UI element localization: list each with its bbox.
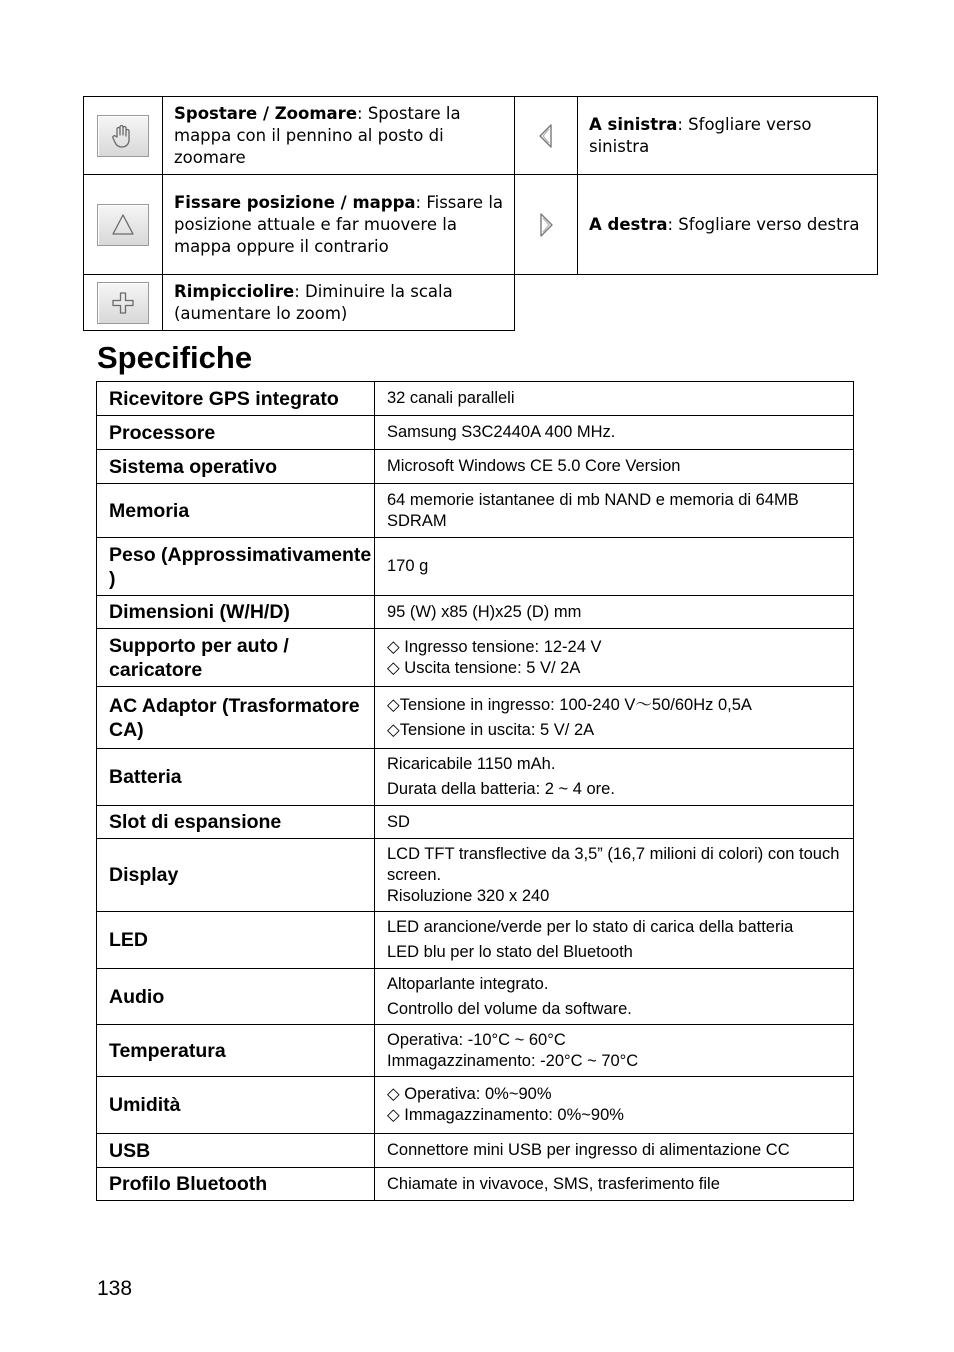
spec-value-line: SD	[387, 812, 410, 831]
spec-value	[375, 839, 854, 912]
icon-text: : Fissare la posizione attuale e far muovere la mappa oppure il contrario	[174, 192, 504, 256]
icon-description	[163, 97, 515, 175]
spec-value-line: Risoluzione 320 x 240	[387, 886, 550, 905]
icon-cell	[84, 275, 163, 331]
spec-value	[375, 629, 854, 687]
spec-value-line: Immagazzinamento: -20°C ~ 70°C	[387, 1051, 639, 1070]
icon-cell	[515, 97, 578, 175]
spec-value-line: Controllo del volume da software.	[387, 999, 632, 1018]
spec-value-line: ◇Tensione in uscita: 5 V/ 2A	[387, 720, 595, 739]
icon-text: : Sfogliare verso destra	[667, 214, 860, 234]
spec-label: Umidità	[97, 1077, 375, 1134]
spec-value-line: Ricaricabile 1150 mAh.	[387, 755, 556, 773]
spec-value-line: 32 canali paralleli	[387, 389, 515, 407]
icon-title: A destra	[589, 214, 668, 234]
spec-label: LED	[97, 912, 375, 969]
spec-value	[375, 596, 854, 629]
spec-label: USB	[97, 1134, 375, 1168]
spec-value-line: LED arancione/verde per lo stato di carica della batteria	[387, 918, 794, 936]
icon-title: A sinistra	[589, 114, 678, 134]
spec-value-line: ◇ Ingresso tensione: 12-24 V	[387, 637, 602, 656]
spec-row	[97, 450, 854, 484]
icon-text: : Spostare la mappa con il pennino al posto di zoomare	[174, 103, 461, 167]
spec-value-line: LCD TFT transflective da 3,5” (16,7 milioni di colori) con touch screen.	[387, 844, 840, 884]
zoom-out-cross-icon	[97, 282, 149, 324]
empty-cell	[515, 275, 878, 331]
spec-row	[97, 749, 854, 806]
icon-table-row	[84, 175, 878, 275]
icon-text: : Sfogliare verso sinistra	[589, 114, 812, 156]
spec-value	[375, 1168, 854, 1201]
spec-value-line: Operativa: -10°C ~ 60°C	[387, 1030, 566, 1049]
icon-title: Fissare posizione / mappa	[174, 192, 416, 212]
icon-description	[578, 175, 878, 275]
spec-value-line: ◇Tensione in ingresso: 100-240 V～50/60Hz 0,5A	[387, 695, 752, 714]
section-title: Specifiche	[97, 340, 253, 375]
spec-row	[97, 629, 854, 687]
spec-value	[375, 1077, 854, 1134]
spec-value	[375, 416, 854, 450]
icon-table-row	[84, 97, 878, 175]
spec-label: Supporto per auto / caricatore	[97, 629, 375, 687]
spec-row	[97, 1077, 854, 1134]
spec-label: Memoria	[97, 484, 375, 538]
spec-value	[375, 749, 854, 806]
spec-label: Slot di espansione	[97, 806, 375, 839]
spec-label: Ricevitore GPS integrato	[97, 382, 375, 416]
spec-row	[97, 538, 854, 596]
spec-row	[97, 912, 854, 969]
spec-value	[375, 538, 854, 596]
toolbar-icons-table	[83, 96, 878, 331]
spec-value	[375, 1025, 854, 1077]
spec-value-line: 95 (W) x85 (H)x25 (D) mm	[387, 602, 582, 621]
spec-value-line: LED blu per lo stato del Bluetooth	[387, 943, 633, 961]
spec-value	[375, 382, 854, 416]
icon-title: Spostare / Zoomare	[174, 103, 358, 123]
arrow-left-icon	[515, 122, 577, 150]
spec-label: Batteria	[97, 749, 375, 806]
spec-value	[375, 1134, 854, 1168]
spec-value-line: Samsung S3C2440A 400 MHz.	[387, 423, 616, 441]
spec-label: AC Adaptor (Trasformatore CA)	[97, 687, 375, 749]
spec-row	[97, 416, 854, 450]
spec-row	[97, 1134, 854, 1168]
icon-description	[163, 175, 515, 275]
spec-row	[97, 1025, 854, 1077]
spec-value	[375, 484, 854, 538]
spec-label: Dimensioni (W/H/D)	[97, 596, 375, 629]
spec-value	[375, 450, 854, 484]
spec-value-line: ◇ Uscita tensione: 5 V/ 2A	[387, 658, 581, 677]
spec-row	[97, 687, 854, 749]
spec-value-line: Altoparlante integrato.	[387, 974, 549, 993]
spec-label: Processore	[97, 416, 375, 450]
spec-row	[97, 806, 854, 839]
spec-label: Temperatura	[97, 1025, 375, 1077]
icon-description	[163, 275, 515, 331]
page-number: 138	[97, 1277, 133, 1300]
spec-label: Display	[97, 839, 375, 912]
spec-value-line: Connettore mini USB per ingresso di alimentazione CC	[387, 1141, 790, 1159]
spec-label: Sistema operativo	[97, 450, 375, 484]
spec-value-line: Chiamate in vivavoce, SMS, trasferimento file	[387, 1174, 720, 1193]
spec-value	[375, 912, 854, 969]
spec-value-line: ◇ Operativa: 0%~90%	[387, 1085, 552, 1103]
spec-row	[97, 382, 854, 416]
spec-row	[97, 969, 854, 1025]
spec-row	[97, 1168, 854, 1201]
spec-row	[97, 484, 854, 538]
spec-table	[96, 381, 854, 1201]
icon-cell	[84, 175, 163, 275]
spec-value-line: Microsoft Windows CE 5.0 Core Version	[387, 457, 681, 475]
spec-label: Audio	[97, 969, 375, 1025]
icon-description	[578, 97, 878, 175]
icon-text: : Diminuire la scala (aumentare lo zoom)	[174, 281, 453, 323]
icon-title: Rimpicciolire	[174, 281, 295, 301]
spec-value-line: 64 memorie istantanee di mb NAND e memoria di 64MB SDRAM	[387, 490, 799, 530]
icon-cell	[515, 175, 578, 275]
spec-value	[375, 969, 854, 1025]
icon-cell	[84, 97, 163, 175]
icon-table-row	[84, 275, 878, 331]
hand-pan-icon	[97, 115, 149, 157]
spec-value-line: Durata della batteria: 2 ~ 4 ore.	[387, 780, 615, 798]
spec-row	[97, 596, 854, 629]
spec-row	[97, 839, 854, 912]
spec-value-line: ◇ Immagazzinamento: 0%~90%	[387, 1106, 624, 1124]
spec-value	[375, 806, 854, 839]
spec-value	[375, 687, 854, 749]
spec-value-line: 170 g	[387, 557, 429, 575]
spec-label: Profilo Bluetooth	[97, 1168, 375, 1201]
arrow-right-icon	[515, 211, 577, 239]
spec-label: Peso (Approssimativamente )	[97, 538, 375, 596]
position-triangle-icon	[97, 204, 149, 246]
